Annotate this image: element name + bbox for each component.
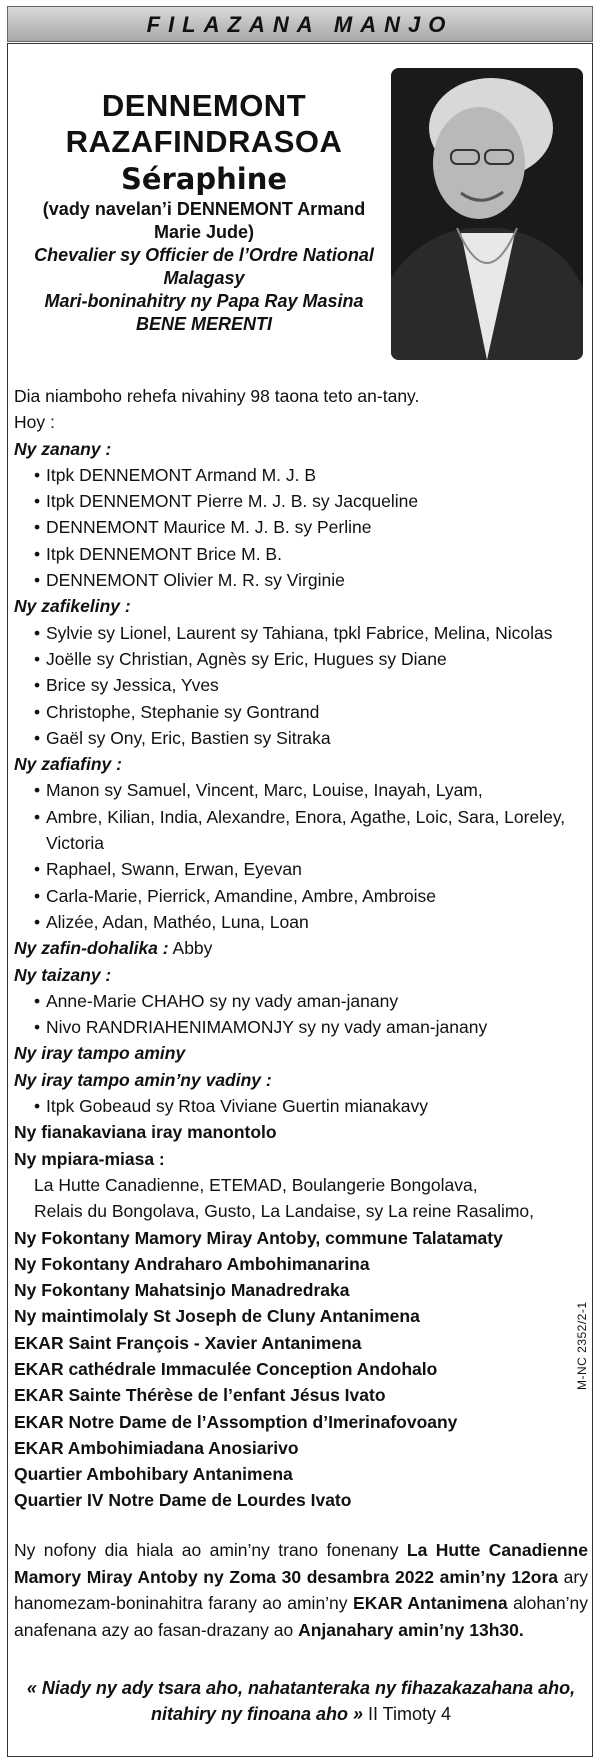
colleagues-line: Relais du Bongolava, Gusto, La Landaise, sy La reine Rasalimo, — [34, 1201, 535, 1222]
list-item: • DENNEMONT Maurice M. J. B. sy Perline — [34, 517, 372, 538]
children-label: Ny zanany : — [14, 438, 112, 459]
death-statement: Dia niamboho rehefa nivahiny 98 taona teto an-tany. — [14, 386, 420, 406]
list-item: • Itpk Gobeaud sy Rtoa Viviane Guertin mianakavy — [34, 1096, 428, 1117]
list-item: • Gaël sy Ony, Eric, Bastien sy Sitraka — [34, 727, 331, 748]
great-grandchildren-label: Ny zafiafiny : — [14, 754, 122, 775]
portrait-photo — [391, 68, 583, 360]
surname-line-1: DENNEMONT — [101, 88, 307, 123]
community-item: EKAR Ambohimiadana Anosiarivo — [14, 1437, 299, 1458]
list-item: • Itpk DENNEMONT Pierre M. J. B. sy Jacqueline — [34, 491, 419, 512]
colleagues-line: La Hutte Canadienne, ETEMAD, Boulangerie Bongolava, — [34, 1174, 478, 1195]
community-item: Ny Fokontany Mahatsinjo Manadredraka — [14, 1280, 350, 1301]
surname-line-2: RAZAFINDRASOA — [65, 124, 343, 159]
list-item: • Itpk DENNEMONT Armand M. J. B — [34, 464, 317, 485]
list-item: • Nivo RANDRIAHENIMAMONJY sy ny vady aman-janany — [34, 1017, 488, 1038]
first-name: Séraphine — [120, 162, 288, 196]
list-item: • Joëlle sy Christian, Agnès sy Eric, Hugues sy Diane — [34, 648, 447, 669]
hoy-label: Hoy : — [14, 412, 55, 433]
list-item: • DENNEMONT Olivier M. R. sy Virginie — [34, 570, 345, 591]
list-item: • Brice sy Jessica, Yves — [34, 675, 219, 696]
list-item: • Christophe, Stephanie sy Gontrand — [34, 701, 320, 722]
deceased-header — [22, 88, 386, 336]
honor-line-1: Chevalier sy Officier de l’Ordre National — [34, 245, 374, 265]
list-item: • Sylvie sy Lionel, Laurent sy Tahiana, tpkl Fabrice, Melina, Nicolas — [34, 622, 553, 643]
list-item: • Alizée, Adan, Mathéo, Luna, Loan — [34, 911, 309, 932]
community-item: Ny Fokontany Mamory Miray Antoby, commune Talatamaty — [14, 1227, 503, 1248]
community-item: EKAR Notre Dame de l’Assomption d’Imerinafovoany — [14, 1411, 458, 1432]
colleagues-label: Ny mpiara-miasa : — [14, 1148, 165, 1169]
list-item: • Manon sy Samuel, Vincent, Marc, Louise, Inayah, Lyam, — [34, 780, 483, 801]
whole-family-label: Ny fianakaviana iray manontolo — [14, 1122, 277, 1143]
portrait-image — [391, 68, 583, 360]
list-item: • Raphael, Swann, Erwan, Eyevan — [34, 859, 302, 880]
list-item: • Anne-Marie CHAHO sy ny vady aman-janany — [34, 990, 399, 1011]
reference-code: M-NC 2352/2-1 — [575, 1301, 589, 1390]
community-item: Ny maintimolaly St Joseph de Cluny Antanimena — [14, 1306, 420, 1327]
community-item: Quartier IV Notre Dame de Lourdes Ivato — [14, 1490, 352, 1511]
spouse-line-2: Marie Jude) — [153, 222, 255, 242]
list-item: • Carla-Marie, Pierrick, Amandine, Ambre, Ambroise — [34, 885, 436, 906]
list-item: • Ambre, Kilian, India, Alexandre, Enora, Agathe, Loic, Sara, Loreley, Victoria — [34, 806, 566, 854]
community-item: EKAR Sainte Thérèse de l’enfant Jésus Ivato — [14, 1385, 386, 1406]
notice-body — [14, 383, 588, 1514]
bible-quote: « Niady ny ady tsara aho, nahatanteraka ny fihazakazahana aho, nitahiry ny finoana aho » II Timoty 4 — [26, 1678, 576, 1724]
honor-line-2: Malagasy — [163, 268, 245, 288]
spouse-line-1: (vady navelan’i DENNEMONT Armand — [42, 199, 366, 219]
great-great-grandchildren: Ny zafin-dohalika : Abby — [14, 938, 213, 959]
notice-banner: FILAZANA MANJO — [7, 6, 593, 42]
community-item: EKAR Saint François - Xavier Antanimena — [14, 1332, 362, 1353]
community-item: EKAR cathédrale Immaculée Conception Andohalo — [14, 1358, 438, 1379]
community-item: Ny Fokontany Andraharo Ambohimanarina — [14, 1253, 370, 1274]
godchildren-label: Ny taizany : — [14, 964, 112, 985]
grandchildren-label: Ny zafikeliny : — [14, 596, 131, 617]
honor-line-4: BENE MERENTI — [135, 314, 272, 334]
honor-line-3: Mari-boninahitry ny Papa Ray Masina — [44, 291, 364, 311]
funeral-details: Ny nofony dia hiala ao amin’ny trano fonenany La Hutte Canadienne Mamory Miray Antoby ny Zoma 30 desambra 2022 amin’ny 12ora ary hanomezam-boninahitra farany ao amin’ny EKAR Antanimena alohan’ny anafenana azy ao fasan-drazany ao Anjanahary amin’ny 13h30. — [14, 1540, 588, 1640]
community-item: Quartier Ambohibary Antanimena — [14, 1464, 293, 1485]
in-laws-label: Ny iray tampo amin’ny vadiny : — [14, 1069, 272, 1090]
siblings-label: Ny iray tampo aminy — [14, 1043, 186, 1064]
list-item: • Itpk DENNEMONT Brice M. B. — [34, 543, 282, 564]
